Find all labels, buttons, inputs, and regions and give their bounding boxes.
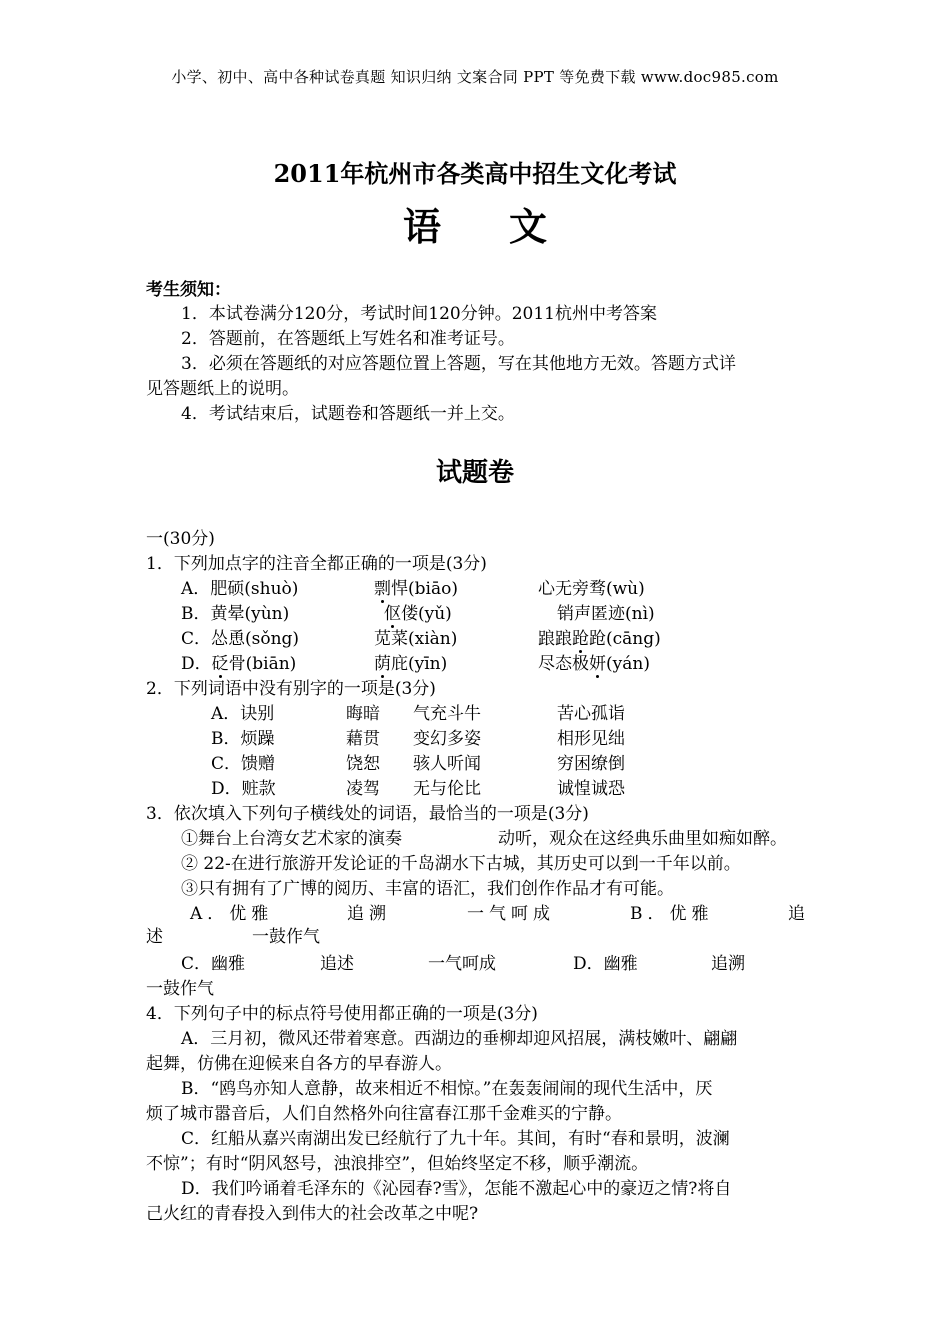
q2-option-c-word2: 饶恕 bbox=[346, 754, 380, 774]
exam-title: 2011年杭州市各类高中招生文化考试 bbox=[273, 159, 677, 188]
word-rest: 偻(yǔ) bbox=[401, 604, 452, 624]
q1-option-c-word3 bbox=[538, 624, 661, 649]
q1-option-a-word3: 心无旁骛(wù) bbox=[538, 579, 645, 599]
q2-option-a-word2: 晦暗 bbox=[346, 704, 380, 724]
q4-option-d-cont: 己火红的青春投入到伟大的社会改革之中呢? bbox=[146, 1204, 479, 1224]
notice-item: 1．本试卷满分120分，考试时间120分钟。2011杭州中考答案 bbox=[181, 304, 657, 324]
q1-option-d bbox=[181, 649, 296, 674]
notice-item: 2．答题前，在答题纸上写姓名和准考证号。 bbox=[181, 329, 515, 349]
word-rest: (yán) bbox=[606, 654, 650, 674]
q3-option-d-word2: 追溯 bbox=[711, 954, 745, 974]
dotted-char: 荫 bbox=[374, 654, 391, 674]
q1-option-a: A．肥硕(shuò) bbox=[181, 579, 299, 599]
subject-title bbox=[0, 196, 950, 251]
q3-option-d: D．幽雅 bbox=[573, 954, 638, 974]
q4-option-a-cont: 起舞，仿佛在迎候来自各方的早春游人。 bbox=[146, 1054, 452, 1074]
q3-option-b-word2a: 追 bbox=[788, 904, 805, 924]
q3-option-d-word3: 一鼓作气 bbox=[146, 979, 214, 999]
q3-sentence-1b: 动听，观众在这经典乐曲里如痴如醉。 bbox=[498, 829, 787, 849]
word-rest: 跄(cāng) bbox=[589, 629, 661, 649]
q3-sentence-1a: ①舞台上台湾女艺术家的演奏 bbox=[181, 829, 402, 849]
site-banner: 小学、初中、高中各种试卷真题 知识归纳 文案合同 PPT 等免费下载 www.doc985.com bbox=[171, 68, 779, 86]
word-rest: 悍(biāo) bbox=[391, 579, 458, 599]
q2-stem: 2．下列词语中没有别字的一项是(3分) bbox=[146, 679, 436, 699]
q3-option-c-word2: 追述 bbox=[320, 954, 354, 974]
word-part: 尽态极 bbox=[538, 654, 589, 674]
q3-option-b-word3: 一鼓作气 bbox=[252, 927, 320, 947]
q2-option-a-word3: 气充斗牛 bbox=[413, 704, 481, 724]
notice-item-cont: 见答题纸上的说明。 bbox=[146, 379, 299, 399]
q4-option-c-cont: 不惊”；有时“阴风怒号，浊浪排空”，但始终坚定不移，顺乎潮流。 bbox=[146, 1154, 649, 1174]
q2-option-b-word4: 相形见绌 bbox=[557, 729, 625, 749]
dotted-char: 妍 bbox=[589, 654, 606, 674]
q2-option-d-word2: 凌驾 bbox=[346, 779, 380, 799]
q3-sentence-3: ③只有拥有了广博的阅历、丰富的语汇，我们创作作品才有可能。 bbox=[181, 879, 674, 899]
q1-option-d-word3 bbox=[538, 649, 650, 674]
dotted-char: 伛 bbox=[384, 604, 401, 624]
q2-option-b: B．烦躁 bbox=[211, 729, 275, 749]
q2-option-c: C．馈赠 bbox=[211, 754, 276, 774]
q2-option-c-word4: 穷困缭倒 bbox=[557, 754, 625, 774]
section-title: 试题卷 bbox=[435, 458, 514, 488]
notice-item: 3．必须在答题纸的对应答题位置上答题，写在其他地方无效。答题方式详 bbox=[181, 354, 736, 374]
q4-option-c: C．红船从嘉兴南湖出发已经航行了九十年。其间，有时“春和景明，波澜 bbox=[181, 1129, 730, 1149]
word-rest: 庇(yīn) bbox=[391, 654, 448, 674]
q1-option-c-word2: 苋菜(xiàn) bbox=[374, 629, 458, 649]
q1-option-b: B．黄晕(yùn) bbox=[181, 604, 290, 624]
q2-option-c-word3: 骇人听闻 bbox=[413, 754, 481, 774]
q3-sentence-2: ② 22-在进行旅游开发论证的千岛湖水下古城，其历史可以到一千年以前。 bbox=[181, 854, 741, 874]
q2-option-a: A．诀别 bbox=[211, 704, 275, 724]
q2-option-d-word4: 诚惶诚恐 bbox=[557, 779, 625, 799]
q2-option-a-word4: 苦心孤诣 bbox=[557, 704, 625, 724]
q3-option-c-word3: 一气呵成 bbox=[428, 954, 496, 974]
q3-option-c: C．幽雅 bbox=[181, 954, 246, 974]
subject-char-2: 文 bbox=[509, 204, 548, 249]
part-heading: 一(30分) bbox=[146, 529, 215, 549]
q2-option-d: D．赃款 bbox=[211, 779, 276, 799]
q3-option-b-word2b: 述 bbox=[146, 927, 163, 947]
q4-option-b: B．“鸥鸟亦知人意静，故来相近不相惊。”在轰轰闹闹的现代生活中，厌 bbox=[181, 1079, 713, 1099]
q1-stem: 1．下列加点字的注音全都正确的一项是(3分) bbox=[146, 554, 487, 574]
q1-option-a-word2 bbox=[374, 574, 458, 599]
q4-option-a: A．三月初，微风还带着寒意。西湖边的垂柳却迎风招展，满枝嫩叶、翩翩 bbox=[181, 1029, 738, 1049]
option-letter: D． bbox=[181, 654, 212, 674]
q4-option-d: D．我们吟诵着毛泽东的《沁园春?雪》，怎能不激起心中的豪迈之情?将自 bbox=[181, 1179, 732, 1199]
q3-option-a: A．优雅 bbox=[190, 904, 274, 924]
notice-heading: 考生须知： bbox=[146, 280, 231, 300]
q3-stem: 3．依次填入下列句子横线处的词语，最恰当的一项是(3分) bbox=[146, 804, 589, 824]
q3-option-a-word2: 追溯 bbox=[347, 904, 391, 924]
dotted-char: 跄 bbox=[572, 629, 589, 649]
q1-option-b-word2 bbox=[384, 599, 452, 624]
q2-option-b-word2: 藉贯 bbox=[346, 729, 380, 749]
q4-stem: 4．下列句子中的标点符号使用都正确的一项是(3分) bbox=[146, 1004, 538, 1024]
q4-option-b-cont: 烦了城市嚣音后，人们自然格外向往富春江那千金难买的宁静。 bbox=[146, 1104, 622, 1124]
subject-char-1: 语 bbox=[402, 204, 441, 249]
notice-item: 4．考试结束后，试题卷和答题纸一并上交。 bbox=[181, 404, 515, 424]
dotted-char: 剽 bbox=[374, 579, 391, 599]
q3-option-b: B．优雅 bbox=[630, 904, 714, 924]
word-part: 踉踉 bbox=[538, 629, 572, 649]
dotted-char: 砭 bbox=[211, 654, 229, 674]
q2-option-b-word3: 变幻多姿 bbox=[413, 729, 481, 749]
q1-option-b-word3: 销声匿迹(nì) bbox=[557, 604, 655, 624]
q3-option-a-word3: 一气呵成 bbox=[467, 904, 555, 924]
q1-option-d-word2 bbox=[374, 649, 447, 674]
q2-option-d-word3: 无与伦比 bbox=[413, 779, 481, 799]
word-rest: 骨(biān) bbox=[228, 654, 297, 674]
q1-option-c: C．怂恿(sǒng) bbox=[181, 629, 300, 649]
